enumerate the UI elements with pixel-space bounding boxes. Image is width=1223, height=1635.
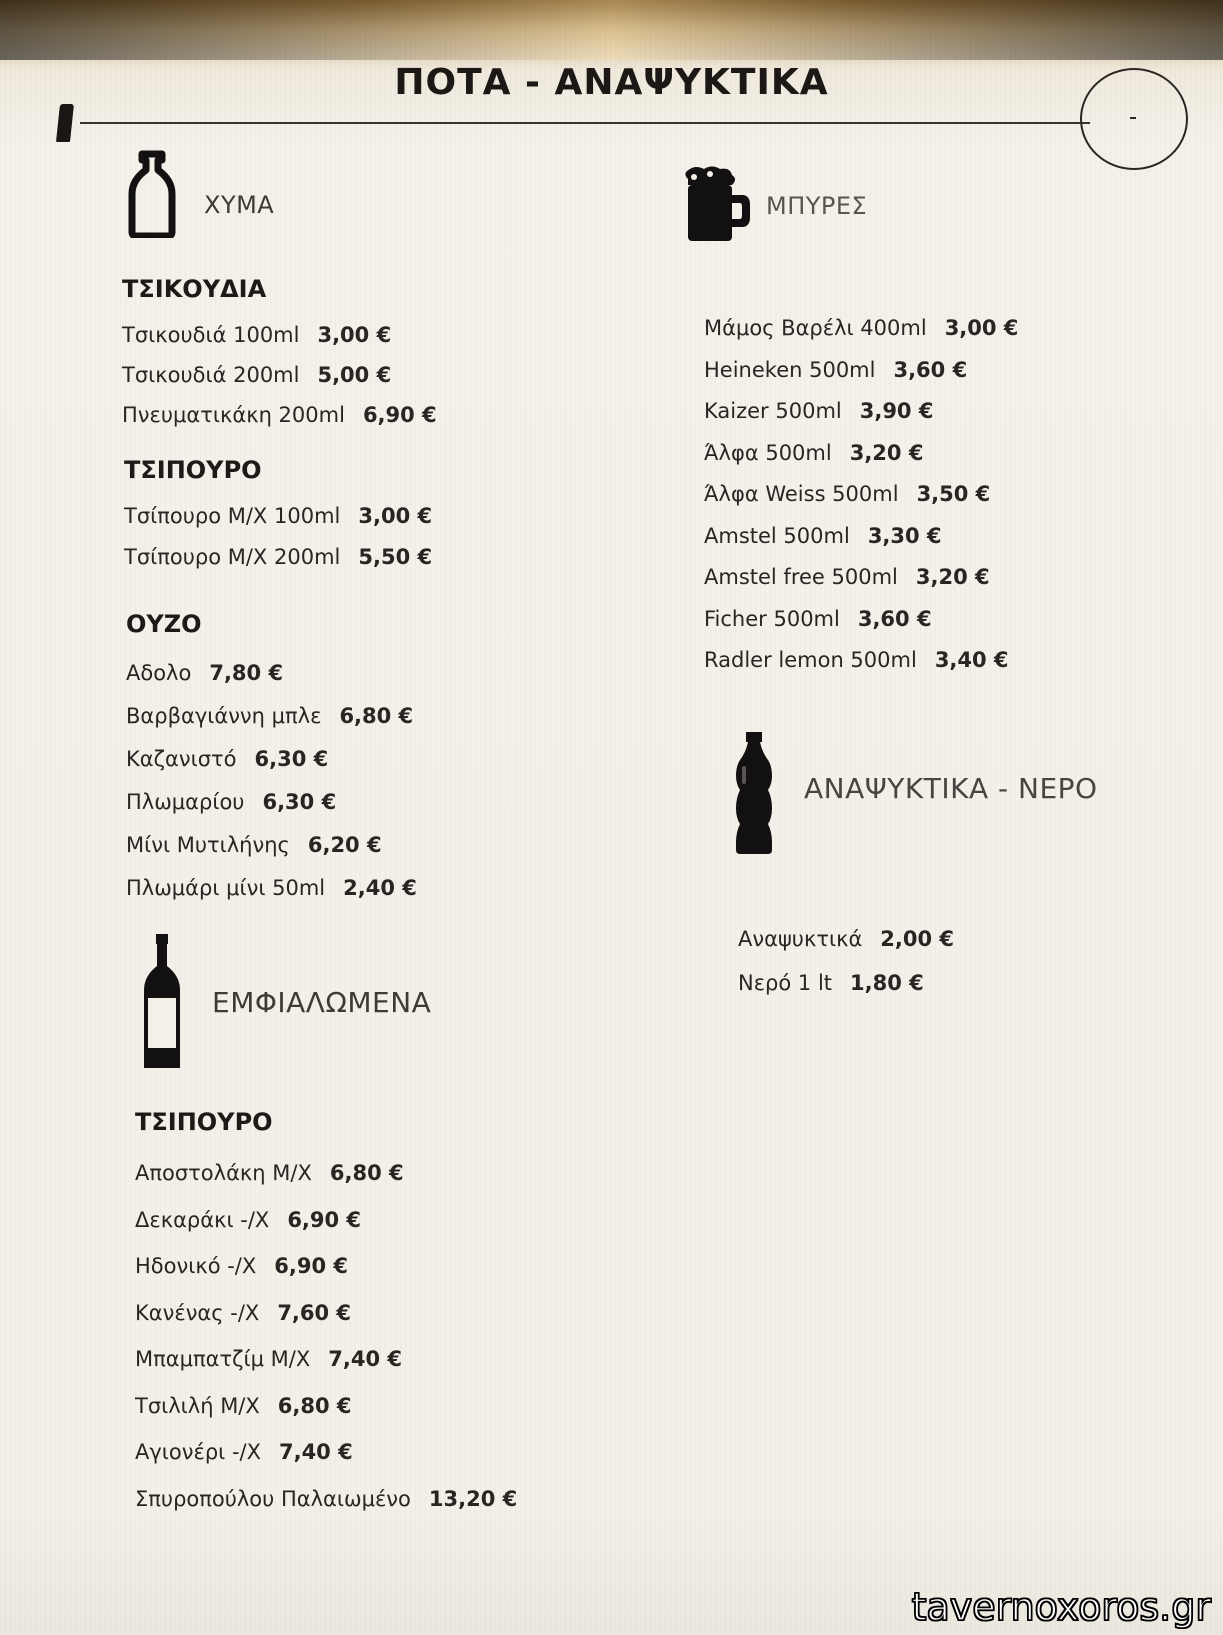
item-price: 3,30 €	[867, 523, 942, 548]
list-item	[704, 433, 1018, 475]
item-price: 3,40 €	[934, 648, 1009, 672]
list-item	[135, 1336, 517, 1383]
item-price: 3,00 €	[944, 316, 1019, 340]
item-name: Τσίπουρο Μ/Χ 100ml	[124, 504, 341, 528]
item-name: Άλφα Weiss 500ml	[704, 482, 899, 506]
rule-marker	[56, 104, 74, 142]
list-item	[704, 391, 1018, 433]
item-name: Άλφα 500ml	[704, 440, 832, 465]
item-price: 6,90 €	[287, 1207, 362, 1232]
decorative-circle-dot	[1130, 117, 1136, 119]
item-name: Αδολο	[126, 661, 192, 685]
item-price: 3,20 €	[849, 440, 924, 465]
list-item	[126, 652, 417, 695]
item-name: Δεκαράκι -/Χ	[135, 1207, 270, 1232]
item-price: 3,90 €	[859, 399, 934, 423]
list-item	[704, 516, 1018, 558]
item-price: 6,80 €	[329, 1161, 404, 1185]
item-price: 6,30 €	[262, 790, 337, 814]
section-mpyres-label: ΜΠΥΡΕΣ	[766, 192, 868, 220]
list-item	[135, 1197, 517, 1244]
item-price: 6,80 €	[277, 1393, 352, 1418]
site-watermark: tavernoxoros.gr	[911, 1585, 1211, 1629]
beer-mug-icon	[680, 165, 752, 247]
item-name: Μπαμπατζίμ Μ/Χ	[135, 1347, 311, 1371]
item-name: Πλωμάρι μίνι 50ml	[126, 876, 326, 900]
list-item	[126, 738, 417, 781]
item-price: 3,00 €	[358, 504, 433, 528]
item-price: 7,80 €	[209, 661, 284, 685]
item-price: 7,40 €	[278, 1440, 353, 1464]
item-name: Βαρβαγιάννη μπλε	[126, 704, 322, 728]
item-price: 6,80 €	[339, 704, 414, 728]
item-price: 1,80 €	[850, 971, 924, 995]
page-title: ΠΟΤΑ - ΑΝΑΨΥΚΤΙΚΑ	[394, 62, 829, 103]
item-name: Τσίπουρο Μ/Χ 200ml	[124, 545, 341, 569]
list-item	[126, 867, 417, 910]
list-item	[135, 1290, 517, 1337]
section-anapsyktika-header	[734, 730, 1098, 860]
list-tsipouro-xyma	[124, 496, 432, 578]
subheading-tsipouro-emfialomena: ΤΣΙΠΟΥΡΟ	[135, 1108, 273, 1136]
list-item	[738, 917, 954, 961]
item-name: Πνευματικάκη 200ml	[122, 403, 345, 427]
list-item	[135, 1476, 517, 1523]
list-item	[126, 695, 417, 738]
item-price: 13,20 €	[428, 1486, 518, 1511]
item-price: 3,60 €	[893, 357, 968, 382]
item-name: Κανένας -/Χ	[135, 1300, 260, 1325]
list-item	[122, 315, 437, 355]
list-item	[704, 308, 1018, 350]
item-price: 3,60 €	[857, 606, 932, 631]
item-name: Ηδονικό -/Χ	[135, 1254, 257, 1278]
item-price: 3,20 €	[915, 565, 990, 589]
item-price: 2,40 €	[343, 876, 417, 900]
item-name: Μάμος Βαρέλι 400ml	[704, 316, 927, 340]
list-item	[126, 781, 417, 824]
list-item	[126, 824, 417, 867]
item-price: 6,90 €	[274, 1254, 349, 1278]
item-name: Kaizer 500ml	[704, 399, 842, 423]
item-name: Πλωμαρίου	[126, 790, 245, 814]
list-item	[135, 1383, 517, 1430]
list-item	[738, 961, 954, 1005]
list-item	[704, 350, 1018, 392]
list-ouzo	[126, 652, 417, 910]
item-price: 7,40 €	[328, 1347, 402, 1371]
section-anapsyktika-label: ΑΝΑΨΥΚΤΙΚΑ - ΝΕΡΟ	[804, 771, 1098, 805]
item-name: Amstel 500ml	[704, 523, 850, 548]
item-price: 6,30 €	[254, 747, 329, 771]
list-item	[124, 496, 432, 537]
item-name: Αποστολάκη Μ/Χ	[135, 1161, 312, 1185]
list-mpyres	[704, 308, 1018, 682]
item-name: Amstel free 500ml	[704, 565, 898, 589]
item-name: Καζανιστό	[126, 747, 237, 771]
list-item	[135, 1243, 517, 1290]
list-anapsyktika	[738, 917, 954, 1005]
item-price: 6,90 €	[362, 403, 437, 427]
list-item	[704, 557, 1018, 599]
bottle-outline-icon	[128, 150, 176, 242]
item-price: 3,50 €	[916, 482, 991, 506]
item-name: Αναψυκτικά	[738, 927, 863, 951]
list-item	[704, 599, 1018, 641]
item-name: Τσιλιλή Μ/Χ	[135, 1393, 260, 1418]
list-item	[704, 474, 1018, 516]
section-emfialomena-header	[142, 932, 431, 1076]
subheading-tsipouro-xyma: ΤΣΙΠΟΥΡΟ	[124, 456, 262, 484]
item-name: Heineken 500ml	[704, 357, 876, 382]
title-divider	[80, 122, 1090, 124]
item-price: 6,20 €	[307, 833, 382, 857]
item-name: Τσικουδιά 200ml	[122, 363, 300, 387]
item-name: Αγιονέρι -/Χ	[135, 1440, 261, 1464]
item-price: 3,00 €	[317, 323, 392, 347]
list-item	[135, 1150, 517, 1197]
item-price: 2,00 €	[880, 927, 955, 951]
item-name: Μίνι Μυτιλήνης	[126, 833, 290, 857]
item-price: 5,00 €	[317, 363, 392, 387]
section-xyma-label: ΧΥΜΑ	[204, 191, 275, 219]
list-tsikoudia	[122, 315, 437, 435]
item-name: Νερό 1 lt	[738, 971, 833, 995]
section-mpyres-header	[680, 165, 867, 247]
decorative-circle	[1080, 68, 1188, 170]
list-item	[135, 1429, 517, 1476]
list-item	[704, 640, 1018, 682]
soda-bottle-icon	[734, 730, 774, 860]
section-xyma-header	[128, 150, 274, 242]
header-shadow	[0, 0, 1223, 60]
item-name: Ficher 500ml	[704, 606, 840, 631]
item-price: 5,50 €	[358, 545, 433, 569]
subheading-tsikoudia: ΤΣΙΚΟΥΔΙΑ	[122, 275, 267, 303]
list-item	[122, 355, 437, 395]
wine-bottle-icon	[142, 932, 182, 1076]
list-item	[122, 395, 437, 435]
list-item	[124, 537, 432, 578]
item-name: Σπυροπούλου Παλαιωμένο	[135, 1486, 411, 1511]
section-emfialomena-label: ΕΜΦΙΑΛΩΜΕΝΑ	[212, 985, 432, 1019]
item-name: Τσικουδιά 100ml	[122, 323, 300, 347]
list-tsipouro-emfialomena	[135, 1150, 517, 1522]
item-price: 7,60 €	[277, 1300, 352, 1325]
item-name: Radler lemon 500ml	[704, 648, 917, 672]
subheading-ouzo: ΟΥΖΟ	[126, 610, 202, 638]
